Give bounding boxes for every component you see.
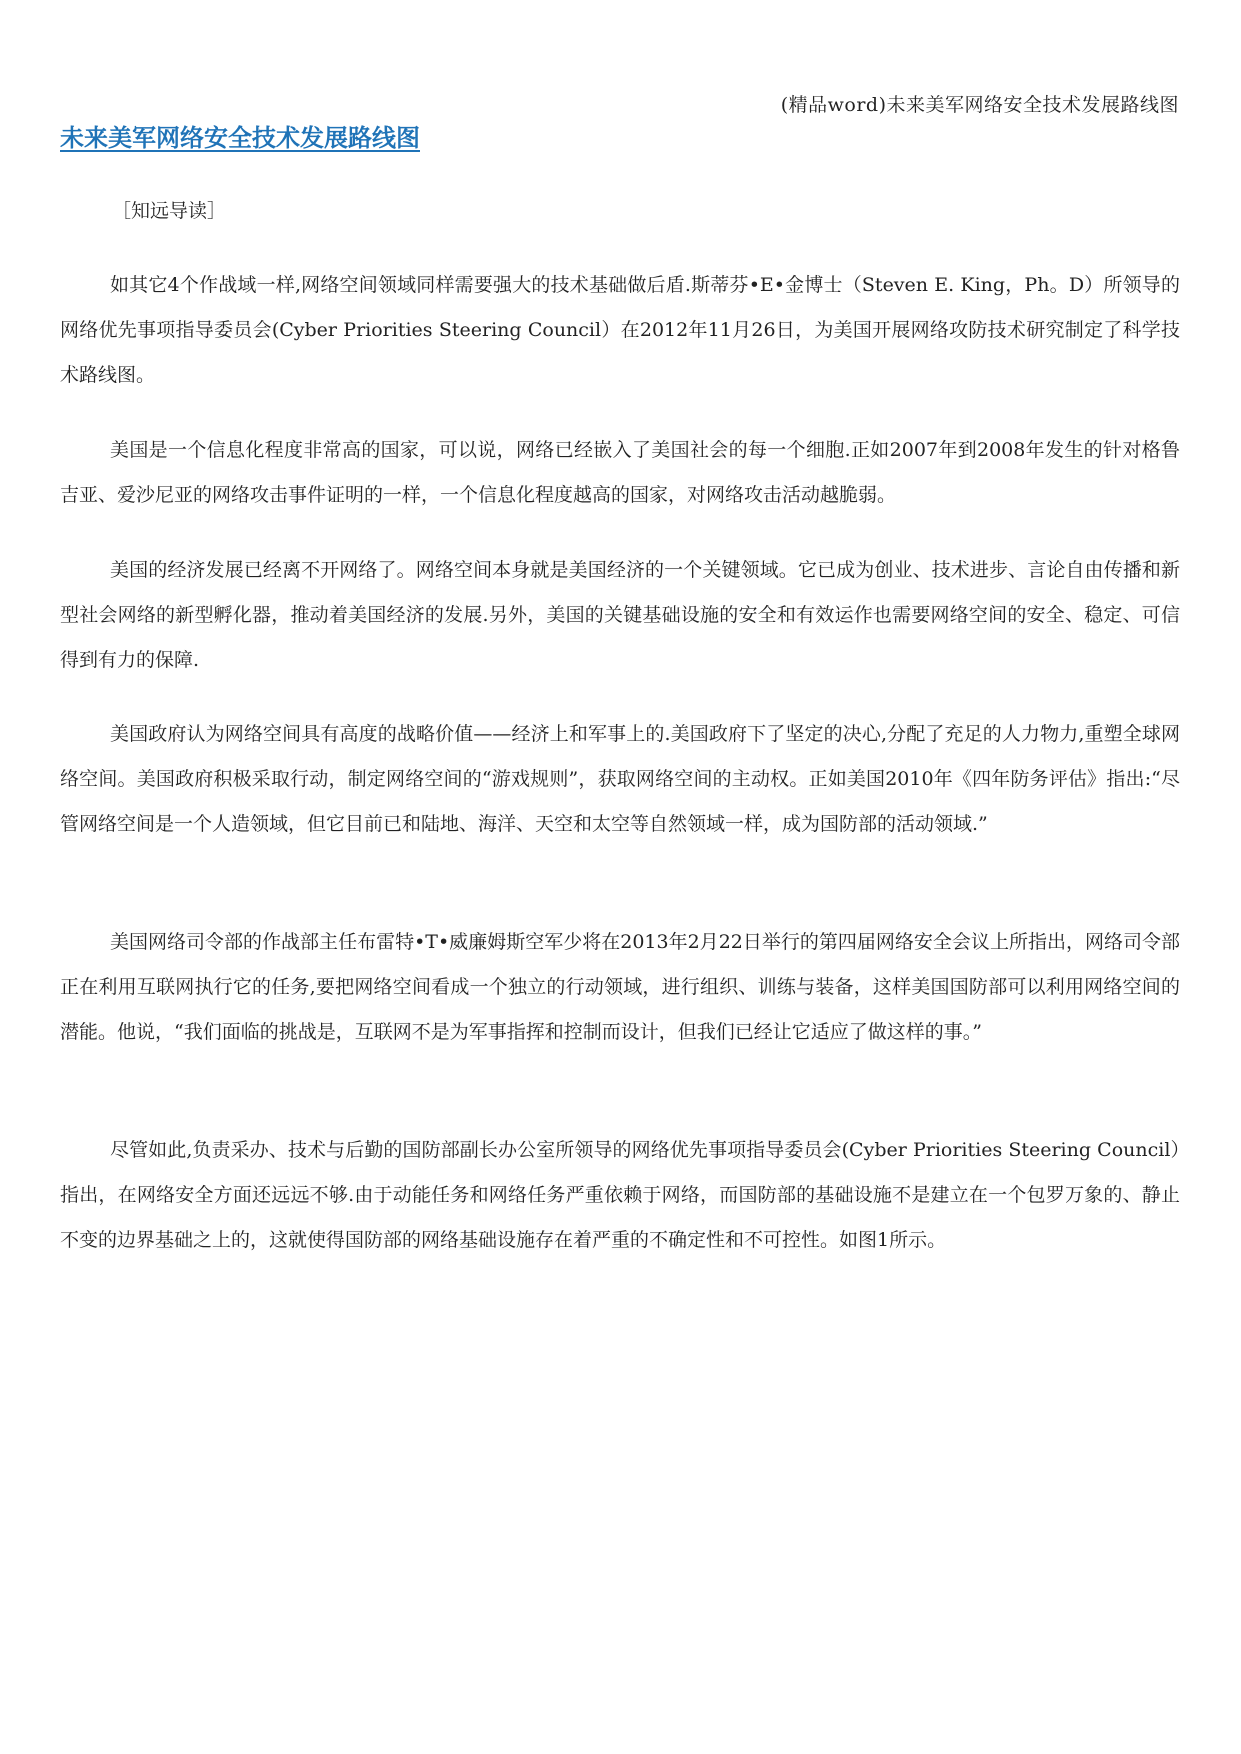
paragraph: 美国网络司令部的作战部主任布雷特•T•威廉姆斯空军少将在2013年2月22日举行的第四届网络安全会议上所指出，网络司令部正在利用互联网执行它的任务,要把网络空间看成一个独立的行动领域，进行组织、训练与装备，这样美国国防部可以利用网络空间的潜能。他说，“我们面临的挑战是，互联网不是为军事指挥和控制而设计，但我们已经让它适应了做这样的事。” xyxy=(60,931,1180,1043)
lead-label: ［知远导读］ xyxy=(112,200,227,222)
paragraph: 美国政府认为网络空间具有高度的战略价值——经济上和军事上的.美国政府下了坚定的决心,分配了充足的人力物力,重塑全球网络空间。美国政府积极采取行动，制定网络空间的“游戏规则”，获取网络空间的主动权。正如美国2010年《四年防务评估》指出:“尽管网络空间是一个人造领域，但它目前已和陆地、海洋、天空和太空等自然领域一样，成为国防部的活动领域.” xyxy=(60,723,1180,835)
running-header: (精品word)未来美军网络安全技术发展路线图 xyxy=(780,94,1179,116)
paragraph: 如其它4个作战域一样,网络空间领域同样需要强大的技术基础做后盾.斯蒂芬•E•金博士（Steven E. King，Ph。D）所领导的网络优先事项指导委员会(Cyber Priorities Steering Council）在2012年11月26日，为美国开展网络攻防技术研究制定了科学技术路线图。 xyxy=(60,274,1180,386)
paragraph: 美国的经济发展已经离不开网络了。网络空间本身就是美国经济的一个关键领域。它已成为创业、技术进步、言论自由传播和新型社会网络的新型孵化器，推动着美国经济的发展.另外，美国的关键基础设施的安全和有效运作也需要网络空间的安全、稳定、可信得到有力的保障. xyxy=(60,559,1180,671)
document-title-link[interactable]: 未来美军网络安全技术发展路线图 xyxy=(60,124,420,152)
paragraph: 尽管如此,负责采办、技术与后勤的国防部副长办公室所领导的网络优先事项指导委员会(Cyber Priorities Steering Council）指出，在网络安全方面还远远不够.由于动能任务和网络任务严重依赖于网络，而国防部的基础设施不是建立在一个包罗万象的、静止不变的边界基础之上的，这就使得国防部的网络基础设施存在着严重的不确定性和不可控性。如图1所示。 xyxy=(60,1139,1180,1251)
paragraph: 美国是一个信息化程度非常高的国家，可以说，网络已经嵌入了美国社会的每一个细胞.正如2007年到2008年发生的针对格鲁吉亚、爱沙尼亚的网络攻击事件证明的一样，一个信息化程度越高的国家，对网络攻击活动越脆弱。 xyxy=(60,439,1180,506)
